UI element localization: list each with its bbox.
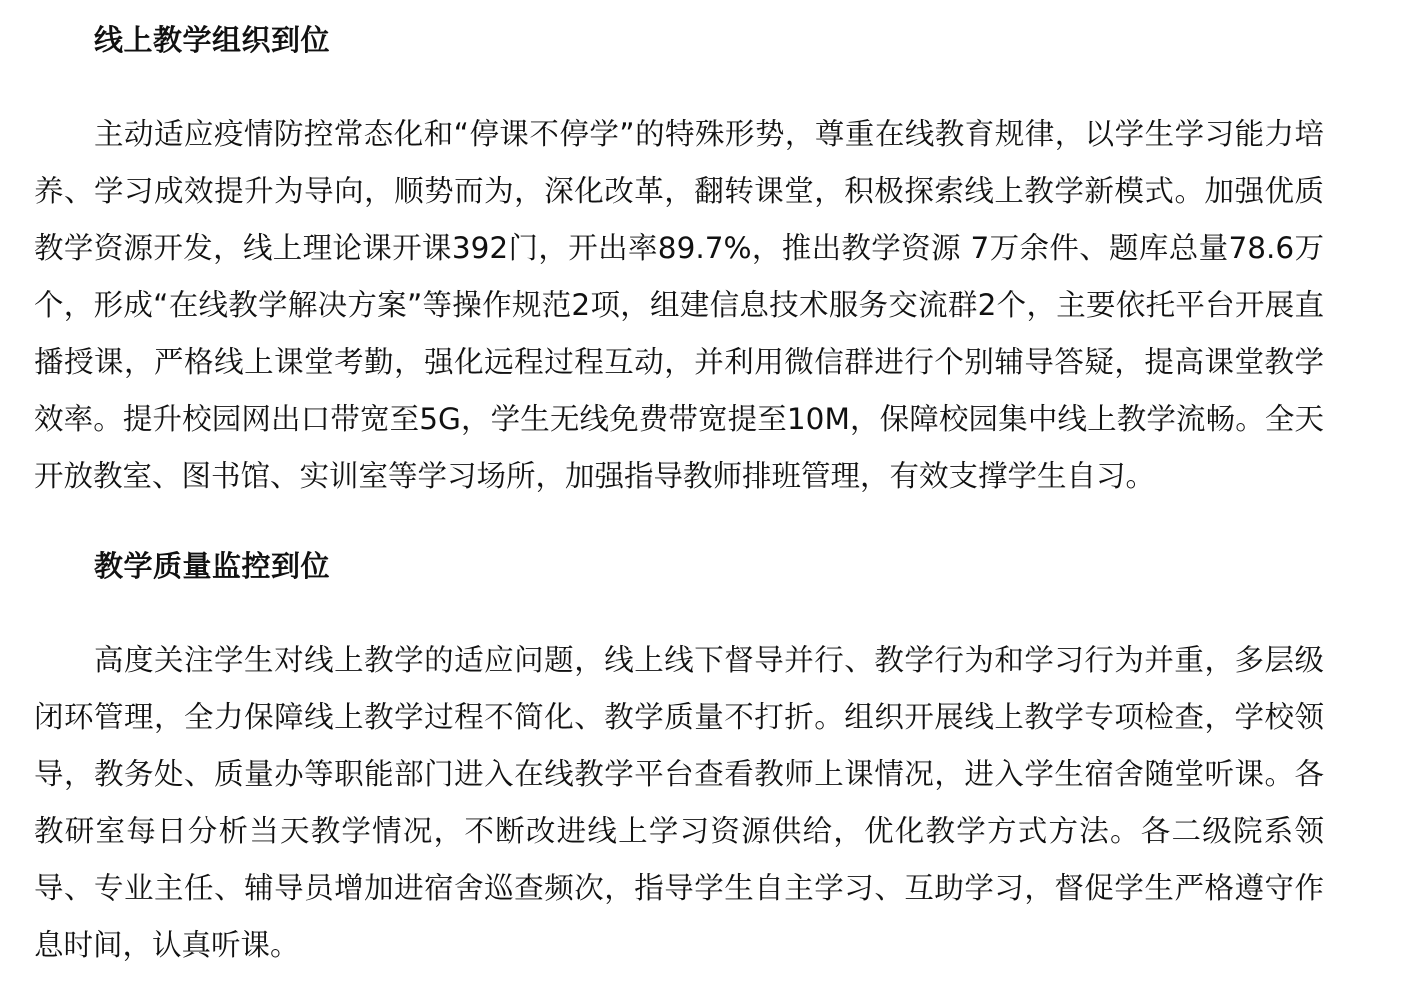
section-teaching-quality-monitoring — [34, 544, 1324, 974]
section-heading: 线上教学组织到位 — [94, 23, 331, 57]
section-heading: 教学质量监控到位 — [94, 549, 331, 583]
section-paragraph: 主动适应疫情防控常态化和“停课不停学”的特殊形势，尊重在线教育规律，以学生学习能力培养、学习成效提升为导向，顺势而为，深化改革，翻转课堂，积极探索线上教学新模式。加强优质教学资源开发，线上理论课开课392门，开出率89.7%，推出教学资源 7万余件、题库总量78.6万个，形成“在线教学解决方案”等操作规范2项，组建信息技术服务交流群2个，主要依托平台开展直播授课，严格线上课堂考勤，强化远程过程互动，并利用微信群进行个别辅导答疑，提高课堂教学效率。提升校园网出口带宽至5G，学生无线免费带宽提至10M，保障校园集中线上教学流畅。全天开放教室、图书馆、实训室等学习场所，加强指导教师排班管理，有效支撑学生自习。 — [34, 117, 1324, 493]
section-online-teaching-organization — [34, 18, 1324, 505]
section-paragraph: 高度关注学生对线上教学的适应问题，线上线下督导并行、教学行为和学习行为并重，多层级闭环管理，全力保障线上教学过程不简化、教学质量不打折。组织开展线上教学专项检查，学校领导，教务处、质量办等职能部门进入在线教学平台查看教师上课情况，进入学生宿舍随堂听课。各教研室每日分析当天教学情况，不断改进线上学习资源供给，优化教学方式方法。各二级院系领导、专业主任、辅导员增加进宿舍巡查频次，指导学生自主学习、互助学习，督促学生严格遵守作息时间，认真听课。 — [34, 643, 1324, 962]
